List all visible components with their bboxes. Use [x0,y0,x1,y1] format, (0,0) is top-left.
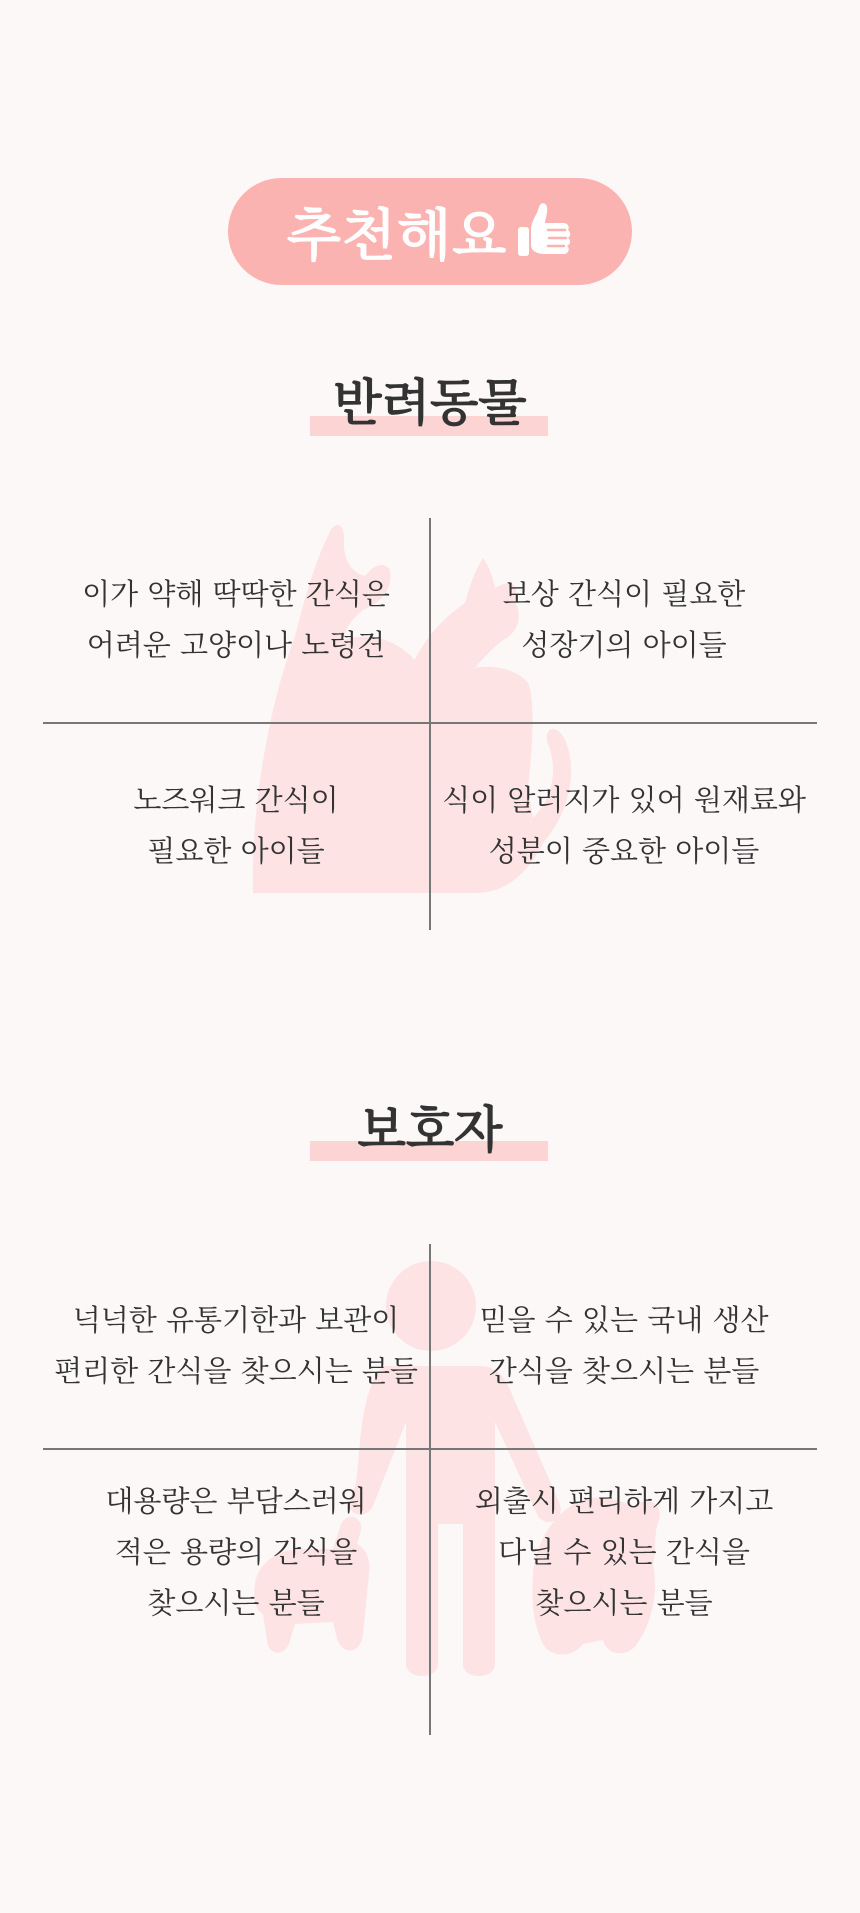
pets-cell [431,518,817,722]
cell-text-line: 적은 용량의 간식을 [114,1534,358,1569]
pets-recommendation-grid [43,518,817,930]
pets-cell [431,724,817,928]
guardian-recommendation-grid [43,1244,817,1735]
cell-text-line: 넉넉한 유통기한과 보관이 [72,1303,400,1337]
cell-text-line: 이가 약해 딱딱한 간식은 [82,577,390,611]
cell-text-line: 대용량은 부담스러워 [105,1483,367,1518]
section-title-guardian: 보호자 [357,1101,503,1159]
cell-text-line: 다닐 수 있는 간식을 [498,1534,750,1569]
section-title-pets: 반려동물 [333,374,527,432]
cell-text-line: 편리한 간식을 찾으시는 분들 [54,1354,418,1388]
cell-text-line: 식이 알러지가 있어 원재료와 [442,783,806,817]
cell-text-line: 성분이 중요한 아이들 [488,834,760,868]
cell-text-line: 노즈워크 간식이 [133,783,339,817]
guardian-cell [43,1244,429,1448]
cell-text-line: 보상 간식이 필요한 [502,577,746,611]
thumbs-up-icon [515,199,573,265]
cell-text-line: 필요한 아이들 [147,834,325,868]
guardian-cell [431,1450,817,1654]
guardian-cell [431,1244,817,1448]
pets-cell [43,724,429,928]
cell-text-line: 어려운 고양이나 노령견 [86,628,386,662]
badge-text: 추천해요 [286,203,508,269]
guardian-cell [43,1450,429,1654]
cell-text-line: 찾으시는 분들 [535,1585,713,1620]
pets-cell [43,518,429,722]
cell-text-line: 간식을 찾으시는 분들 [488,1354,760,1388]
cell-text-line: 외출시 편리하게 가지고 [474,1483,774,1518]
cell-text-line: 믿을 수 있는 국내 생산 [479,1303,769,1337]
cell-text-line: 성장기의 아이들 [521,628,727,662]
recommend-badge [228,178,632,285]
cell-text-line: 찾으시는 분들 [147,1585,325,1620]
